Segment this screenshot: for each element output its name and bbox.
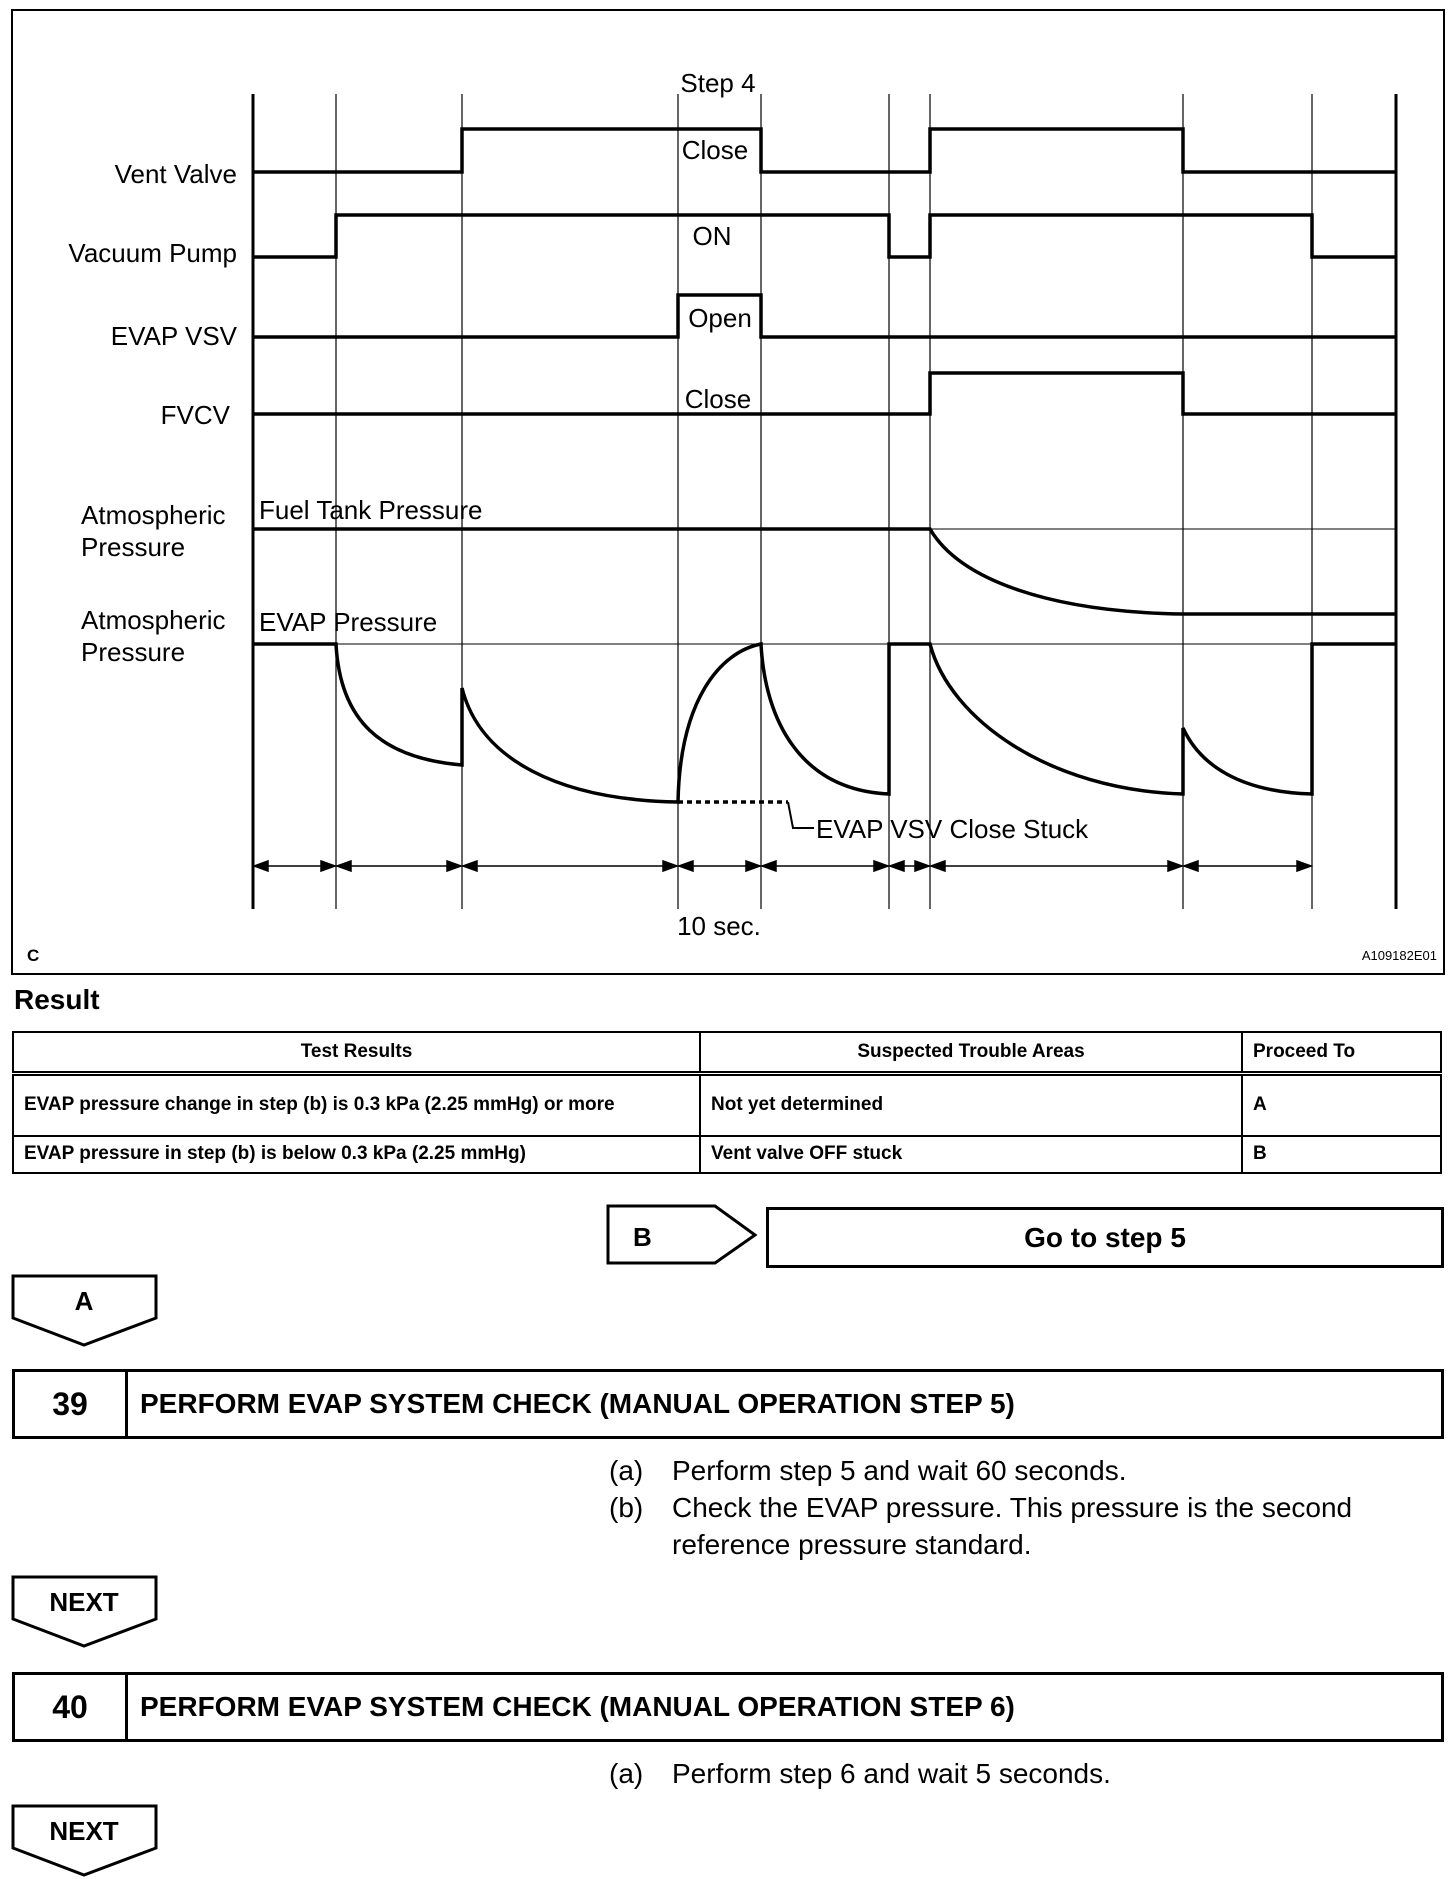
table-cell: Vent valve OFF stuck bbox=[700, 1136, 1242, 1173]
arrowhead bbox=[890, 861, 904, 871]
arrowhead bbox=[915, 861, 929, 871]
close-stuck-annotation: EVAP VSV Close Stuck bbox=[816, 814, 1089, 844]
step-39-header bbox=[12, 1369, 1444, 1439]
next-label: NEXT bbox=[49, 1816, 119, 1846]
column-header: Proceed To bbox=[1242, 1032, 1441, 1074]
table-cell: EVAP pressure change in step (b) is 0.3 kPa (2.25 mmHg) or more bbox=[13, 1074, 700, 1136]
item-marker: (a) bbox=[609, 1455, 644, 1486]
branch-b-arrow[interactable] bbox=[605, 1203, 760, 1267]
arrowhead bbox=[874, 861, 888, 871]
table-header-row bbox=[13, 1032, 1441, 1074]
state-label-close-fvcv: Close bbox=[684, 384, 752, 414]
step-4-label: Step 4 bbox=[680, 68, 756, 98]
arrowhead bbox=[321, 861, 335, 871]
atmospheric-label: Atmospheric bbox=[81, 500, 226, 530]
arrowhead bbox=[931, 861, 945, 871]
arrowhead bbox=[1184, 861, 1198, 871]
state-label-close: Close bbox=[681, 135, 749, 165]
item-text: Perform step 6 and wait 5 seconds. bbox=[672, 1758, 1111, 1789]
table-cell: B bbox=[1242, 1136, 1441, 1173]
next-label: NEXT bbox=[49, 1587, 119, 1617]
arrowhead bbox=[463, 861, 477, 871]
next-arrow[interactable] bbox=[10, 1574, 162, 1650]
item-marker: (b) bbox=[609, 1492, 644, 1523]
evap-pressure-label: EVAP Pressure bbox=[259, 607, 438, 637]
step-39-instructions bbox=[609, 1452, 1452, 1563]
arrowhead bbox=[1168, 861, 1182, 871]
signal-label-vent-valve: Vent Valve bbox=[114, 159, 237, 189]
evap-pressure-trace bbox=[253, 644, 1396, 802]
step-title: PERFORM EVAP SYSTEM CHECK (MANUAL OPERATION STEP 6) bbox=[140, 1691, 1015, 1722]
table-row bbox=[13, 1136, 1441, 1173]
arrowhead bbox=[746, 861, 760, 871]
time-scale-label: 10 sec. bbox=[677, 911, 761, 941]
item-text: Check the EVAP pressure. This pressure is the second reference pressure standard. bbox=[672, 1492, 1353, 1560]
pressure-label: Pressure bbox=[81, 637, 186, 667]
instruction-item bbox=[609, 1489, 1452, 1563]
arrowhead bbox=[1297, 861, 1311, 871]
step-40-instructions bbox=[609, 1755, 1452, 1792]
pressure-label: Pressure bbox=[81, 532, 186, 562]
time-interval-arrows bbox=[254, 861, 1311, 871]
result-table bbox=[12, 1031, 1442, 1174]
signal-label-vacuum-pump: Vacuum Pump bbox=[68, 238, 237, 268]
state-label-on: ON bbox=[692, 221, 732, 251]
item-marker: (a) bbox=[609, 1758, 644, 1789]
instruction-item bbox=[609, 1755, 1452, 1792]
fuel-tank-pressure-label: Fuel Tank Pressure bbox=[259, 495, 483, 525]
arrowhead bbox=[663, 861, 677, 871]
table-cell: Not yet determined bbox=[700, 1074, 1242, 1136]
column-header: Suspected Trouble Areas bbox=[700, 1032, 1242, 1074]
atmospheric-label: Atmospheric bbox=[81, 605, 226, 635]
vacuum-pump-trace bbox=[253, 215, 1396, 257]
instruction-item bbox=[609, 1452, 1452, 1489]
arrowhead bbox=[762, 861, 776, 871]
table-cell: EVAP pressure in step (b) is below 0.3 kPa (2.25 mmHg) bbox=[13, 1136, 700, 1173]
fvcv-trace bbox=[253, 373, 1396, 414]
table-cell: A bbox=[1242, 1074, 1441, 1136]
figure-id: A109182E01 bbox=[1361, 948, 1437, 963]
branch-a-label: A bbox=[74, 1286, 94, 1316]
arrowhead bbox=[254, 861, 268, 871]
arrowhead bbox=[447, 861, 461, 871]
step-title: PERFORM EVAP SYSTEM CHECK (MANUAL OPERATION STEP 5) bbox=[140, 1388, 1015, 1419]
branch-a-arrow[interactable] bbox=[10, 1273, 162, 1349]
item-text: Perform step 5 and wait 60 seconds. bbox=[672, 1455, 1127, 1486]
evap-vsv-trace bbox=[253, 295, 1396, 337]
next-arrow[interactable] bbox=[10, 1803, 162, 1879]
step-number: 40 bbox=[15, 1675, 128, 1739]
go-to-step-5-box[interactable]: Go to step 5 bbox=[766, 1207, 1444, 1268]
table-row bbox=[13, 1074, 1441, 1136]
annotation-leader bbox=[788, 802, 814, 828]
corner-label: C bbox=[27, 946, 40, 965]
column-header: Test Results bbox=[13, 1032, 700, 1074]
step-number: 39 bbox=[15, 1372, 128, 1436]
branch-b-label: B bbox=[633, 1222, 652, 1252]
arrowhead bbox=[679, 861, 693, 871]
step-40-header bbox=[12, 1672, 1444, 1742]
vent-valve-trace bbox=[253, 129, 1396, 172]
result-heading: Result bbox=[14, 984, 100, 1015]
signal-label-evap-vsv: EVAP VSV bbox=[110, 321, 237, 351]
arrowhead bbox=[337, 861, 351, 871]
state-label-open: Open bbox=[688, 303, 752, 333]
signal-label-fvcv: FVCV bbox=[160, 400, 230, 430]
fuel-tank-pressure-trace bbox=[253, 529, 1396, 614]
